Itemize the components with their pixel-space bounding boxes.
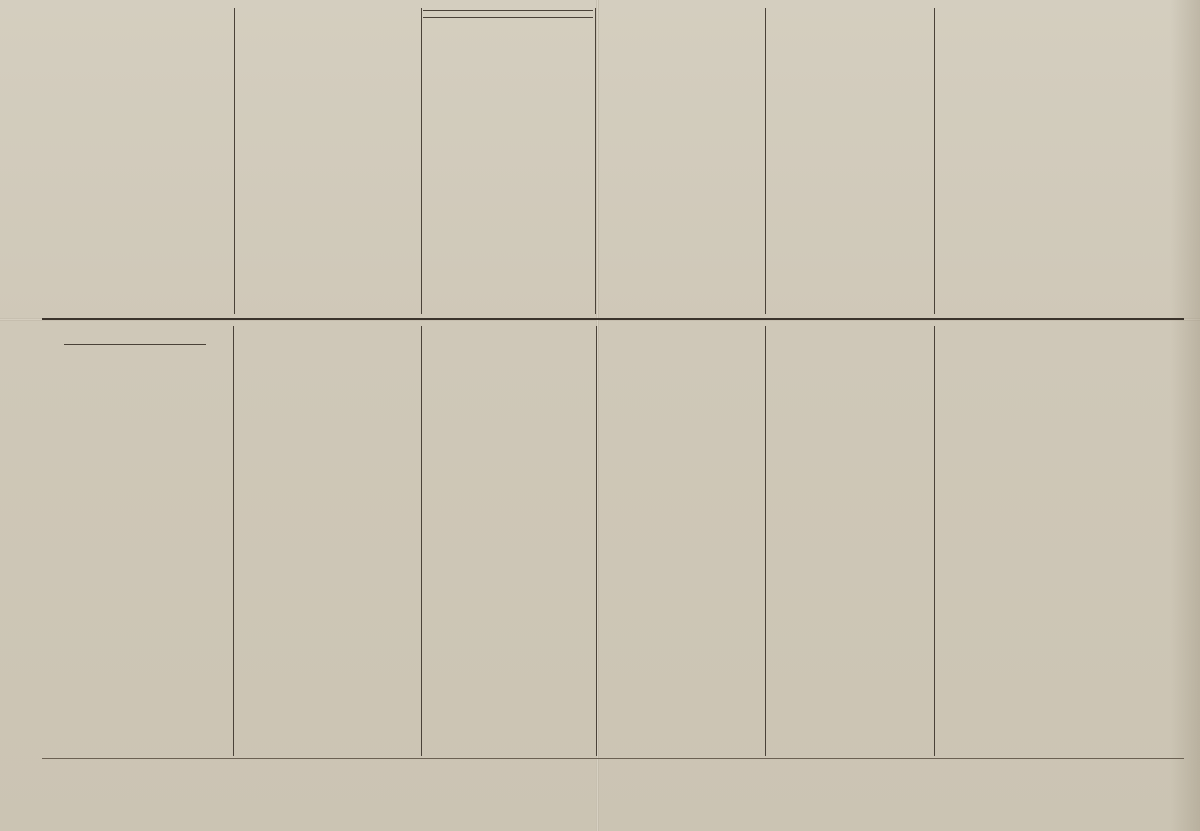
- bottom-column-3: [425, 326, 591, 756]
- column-divider: [596, 326, 597, 756]
- column-divider: [421, 8, 422, 314]
- top-column-2: [240, 6, 416, 314]
- bottom-column-4: [601, 326, 759, 756]
- top-column-6: [940, 6, 1092, 314]
- top-column-3: [423, 6, 593, 314]
- column-divider: [595, 8, 596, 314]
- column-divider: [765, 8, 766, 314]
- column-divider: [934, 8, 935, 314]
- column-divider: [421, 326, 422, 756]
- appendice-rule: [64, 344, 206, 345]
- bottom-column-6: [940, 326, 1092, 714]
- top-column-5: [770, 6, 930, 314]
- column-divider: [765, 326, 766, 756]
- section-rule: [42, 318, 1184, 320]
- top-column-4: [601, 6, 759, 314]
- column-divider: [233, 326, 234, 756]
- bottom-column-1: [44, 338, 226, 756]
- column-divider: [934, 326, 935, 756]
- bottom-rule: [42, 758, 1184, 759]
- edge-stain: [1170, 0, 1200, 831]
- bottom-column-5: [770, 326, 930, 756]
- top-column-1: [44, 6, 224, 314]
- headline-questione-firenze: [423, 10, 593, 18]
- column-divider: [234, 8, 235, 314]
- bottom-column-2: [240, 326, 416, 756]
